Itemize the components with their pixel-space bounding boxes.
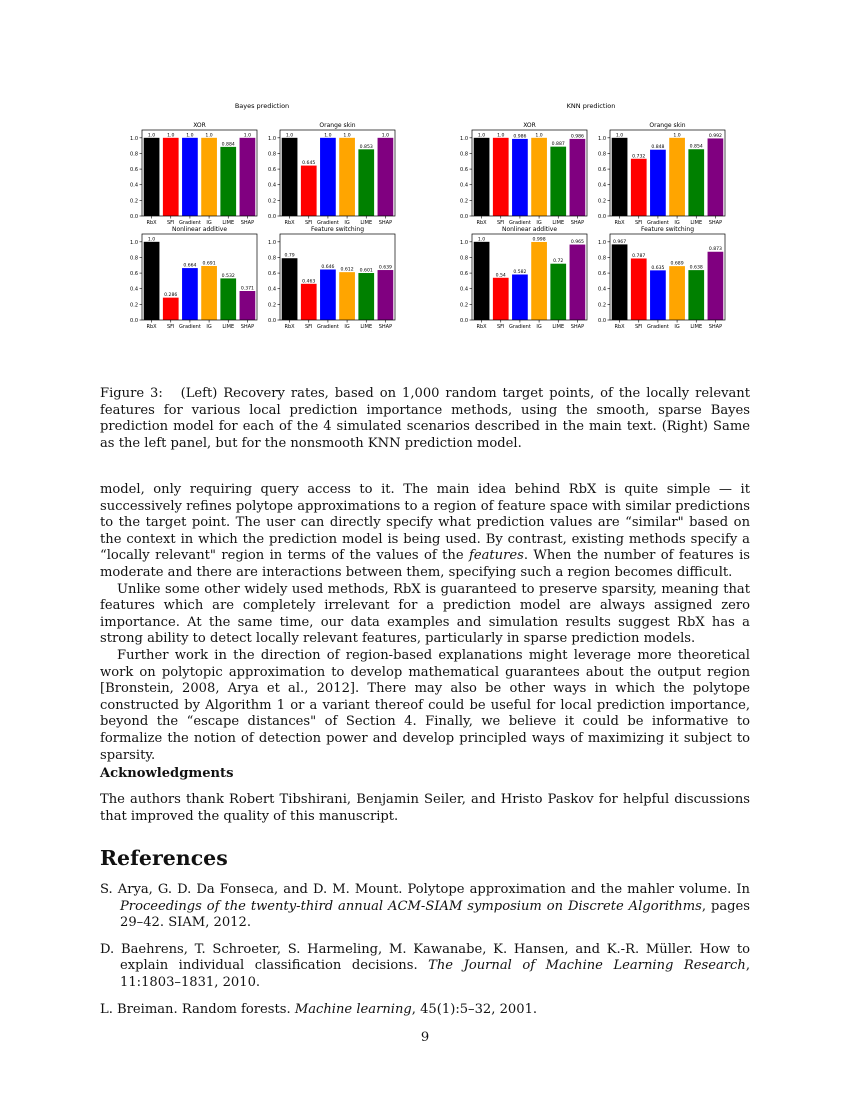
chart-6-bar-gradient <box>650 150 666 216</box>
chart-5-xtick-label: IG <box>536 220 542 226</box>
chart-3-bar-lime <box>220 278 236 320</box>
chart-1-data-label: 0.884 <box>221 142 235 148</box>
chart-8-bar-rbx <box>612 244 628 320</box>
chart-7-title: Nonlinear additive <box>501 226 558 233</box>
chart-6-ytick-label: 1.0 <box>598 135 606 142</box>
chart-8-xtick-label: RbX <box>614 324 625 330</box>
chart-2-bar-lime <box>358 149 374 216</box>
reference-2-authors: D. Baehrens, T. Schroeter, S. Harmeling, M. Kawanabe, K. Hansen, and K.-R. Müller. How to explain individual classification decisions. <box>100 941 750 974</box>
chart-7-xtick-label: SHAP <box>570 324 585 330</box>
chart-8-bar-gradient <box>650 270 666 320</box>
chart-3-ytick-label: 0.4 <box>130 286 138 293</box>
chart-3-ytick-label: 0.0 <box>130 318 138 324</box>
chart-8-xtick-label: LIME <box>690 324 703 330</box>
chart-5-bar-shap <box>570 139 586 216</box>
chart-1-xtick-label: SFI <box>166 220 175 226</box>
chart-1-xtick-label: RbX <box>146 220 157 226</box>
chart-2-xtick-label: Gradient <box>317 220 339 226</box>
chart-1-bar-sfi <box>163 138 179 216</box>
paragraph-1-emphasis: features <box>469 548 524 564</box>
chart-1-xtick-label: LIME <box>222 220 235 226</box>
chart-6-data-label: 1.0 <box>673 133 681 139</box>
chart-5-ytick-label: 0.6 <box>460 167 468 174</box>
chart-2-title: Orange skin <box>319 122 356 129</box>
chart-3-bar-sfi <box>163 298 179 320</box>
chart-4-data-label: 0.79 <box>284 253 295 259</box>
chart-6-data-label: 1.0 <box>615 133 624 139</box>
chart-1-bar-ig <box>201 138 217 216</box>
chart-5-ytick-label: 1.0 <box>460 135 468 142</box>
chart-3-bar-rbx <box>144 242 160 320</box>
chart-2-xtick-label: LIME <box>360 220 373 226</box>
caption-text: (Left) Recovery rates, based on 1,000 random target points, of the locally relevant features for various local prediction importance methods, using the smooth, sparse Bayes prediction model for each of the 4 simulated scenarios described in the main text. (Right) Same as the left panel, but for the nonsmooth KNN prediction model. <box>100 386 750 451</box>
chart-7-bar-lime <box>550 264 566 320</box>
chart-8-title: Feature switching <box>640 226 695 233</box>
chart-2-ytick-label: 0.0 <box>268 214 276 220</box>
chart-5-bar-ig <box>531 138 547 216</box>
chart-7-data-label: 0.72 <box>553 259 564 265</box>
references-heading: References <box>100 846 228 870</box>
chart-2-xtick-label: SHAP <box>378 220 393 226</box>
chart-1-data-label: 1.0 <box>147 133 156 139</box>
chart-4-xtick-label: SHAP <box>378 324 393 330</box>
chart-2-bar-sfi <box>301 166 317 216</box>
chart-3-data-label: 0.532 <box>221 273 235 279</box>
chart-5-title: XOR <box>523 122 536 129</box>
paragraph-1-part-2: . When the number of features is moderate and there are interactions between them, specifying such a region becomes difficult. <box>100 548 750 580</box>
chart-1-bar-lime <box>220 147 236 216</box>
chart-7-xtick-label: Gradient <box>509 324 531 330</box>
chart-7-bar-shap <box>570 245 586 320</box>
figure-3 <box>100 98 750 343</box>
chart-8-ytick-label: 0.8 <box>598 255 606 262</box>
chart-5-data-label: 1.0 <box>477 133 486 139</box>
chart-1-data-label: 1.0 <box>243 133 252 139</box>
chart-2-bar-rbx <box>282 138 298 216</box>
reference-3-authors: L. Breiman. Random forests. <box>100 1001 295 1017</box>
chart-8-ytick-label: 0.2 <box>598 302 606 309</box>
chart-7 <box>460 226 587 330</box>
chart-1-xtick-label: IG <box>206 220 212 226</box>
chart-5-bar-lime <box>550 147 566 216</box>
chart-4-xtick-label: Gradient <box>317 324 339 330</box>
reference-1-authors: S. Arya, G. D. Da Fonseca, and D. M. Mount. Polytope approximation and the mahler volume. In <box>100 882 750 897</box>
chart-5-bar-sfi <box>493 138 509 216</box>
chart-8-ytick-label: 0.0 <box>598 318 606 324</box>
chart-8-xtick-label: SFI <box>634 324 643 330</box>
chart-3-bar-gradient <box>182 268 198 320</box>
chart-3-bar-ig <box>201 266 217 320</box>
chart-7-ytick-label: 0.2 <box>460 302 468 309</box>
chart-6-bar-lime <box>688 149 704 216</box>
chart-4-xtick-label: LIME <box>360 324 373 330</box>
chart-8-bar-ig <box>669 266 685 320</box>
chart-7-bar-gradient <box>512 274 528 320</box>
chart-7-xtick-label: LIME <box>552 324 565 330</box>
chart-7-ytick-label: 0.6 <box>460 271 468 278</box>
chart-3-xtick-label: RbX <box>146 324 157 330</box>
chart-1-ytick-label: 1.0 <box>130 135 138 142</box>
chart-4-ytick-label: 0.4 <box>268 286 276 293</box>
chart-1-xtick-label: SHAP <box>240 220 255 226</box>
chart-5-xtick-label: SFI <box>496 220 505 226</box>
chart-4-ytick-label: 0.8 <box>268 255 276 262</box>
left-panel-title: Bayes prediction <box>234 102 290 110</box>
body-text <box>100 482 750 764</box>
chart-6-data-label: 0.854 <box>689 144 703 150</box>
reference-1-venue: Proceedings of the twenty-third annual ACM-SIAM symposium on Discrete Algorithms <box>120 898 702 914</box>
reference-item <box>100 942 750 992</box>
chart-8-data-label: 0.787 <box>632 253 646 259</box>
chart-4-ytick-label: 0.6 <box>268 271 276 278</box>
chart-6-bar-rbx <box>612 138 628 216</box>
reference-1-details: , pages 29–42. SIAM, 2012. <box>120 898 751 931</box>
chart-8-xtick-label: SHAP <box>708 324 723 330</box>
chart-3-xtick-label: Gradient <box>179 324 201 330</box>
chart-1-ytick-label: 0.6 <box>130 167 138 174</box>
chart-3-data-label: 0.286 <box>164 293 178 299</box>
chart-7-data-label: 1.0 <box>477 237 486 243</box>
chart-7-xtick-label: IG <box>536 324 542 330</box>
reference-item <box>100 882 750 932</box>
chart-1-xtick-label: Gradient <box>179 220 201 226</box>
chart-4-title: Feature switching <box>310 226 365 233</box>
chart-8-data-label: 0.689 <box>670 261 684 267</box>
chart-5-data-label: 0.887 <box>551 142 565 148</box>
chart-2-data-label: 1.0 <box>343 133 351 139</box>
chart-3-ytick-label: 0.8 <box>130 255 138 262</box>
chart-7-data-label: 0.582 <box>513 269 527 275</box>
chart-2 <box>268 122 395 226</box>
chart-3-data-label: 0.691 <box>202 261 216 267</box>
reference-item <box>100 1002 750 1019</box>
chart-8-data-label: 0.638 <box>689 265 703 271</box>
chart-4-bar-ig <box>339 272 355 320</box>
chart-4-bar-sfi <box>301 284 317 320</box>
chart-5-xtick-label: SHAP <box>570 220 585 226</box>
chart-1-data-label: 1.0 <box>186 133 194 139</box>
chart-4-data-label: 0.646 <box>321 264 335 270</box>
reference-3-details: , 45(1):5–32, 2001. <box>411 1001 538 1017</box>
references-list <box>100 882 750 1028</box>
chart-4-data-label: 0.601 <box>359 268 373 274</box>
acknowledgments-text: The authors thank Robert Tibshirani, Benjamin Seiler, and Hristo Paskov for helpful discussions that improved the quality of this manuscript. <box>100 792 750 824</box>
chart-8-ytick-label: 0.4 <box>598 286 606 293</box>
chart-3-ytick-label: 0.2 <box>130 302 138 309</box>
chart-5-ytick-label: 0.2 <box>460 198 468 205</box>
chart-2-ytick-label: 1.0 <box>268 135 276 142</box>
chart-6-data-label: 0.992 <box>708 133 722 139</box>
chart-1-ytick-label: 0.0 <box>130 214 138 220</box>
chart-5-ytick-label: 0.0 <box>460 214 468 220</box>
chart-5 <box>460 122 587 226</box>
figure-caption <box>100 386 750 452</box>
chart-4 <box>268 226 395 330</box>
chart-4-bar-shap <box>378 270 394 320</box>
chart-6-ytick-label: 0.4 <box>598 182 606 189</box>
chart-8-ytick-label: 0.6 <box>598 271 606 278</box>
chart-1-title: XOR <box>193 122 206 129</box>
chart-2-data-label: 0.853 <box>359 144 373 150</box>
chart-6-data-label: 0.732 <box>632 154 646 160</box>
chart-2-bar-ig <box>339 138 355 216</box>
paragraph-3: Further work in the direction of region-based explanations might leverage more theoretical work on polytopic approximation to develop mathematical guarantees about the output region [Bronstein, 2008, Arya et al., 2012]. There may also be other ways in which the polytope constructed by Algorithm 1 or a variant thereof could be useful for local prediction importance, beyond the “escape distances" of Section 4. Finally, we believe it could be informative to formalize the notion of detection power and develop principled ways of maximizing it subject to sparsity. <box>100 647 750 763</box>
chart-8-bar-shap <box>708 252 724 320</box>
chart-5-data-label: 1.0 <box>535 133 543 139</box>
chart-6 <box>598 122 725 226</box>
charts-group <box>130 122 725 330</box>
chart-6-bar-sfi <box>631 159 647 216</box>
paragraph-1-part-1: model, only requiring query access to it. The main idea behind RbX is quite simple — it successively refines polytope approximations to a region of feature space with similar predictions to the target point. The user can directly specify what prediction values are “similar" based on the context in which the prediction model is being used. By contrast, existing methods specify a “locally relevant" region in terms of the values of the <box>100 482 750 564</box>
chart-2-data-label: 1.0 <box>381 133 390 139</box>
chart-2-data-label: 0.645 <box>302 161 316 167</box>
chart-1-bar-gradient <box>182 138 198 216</box>
paragraph-1 <box>100 482 750 582</box>
chart-4-ytick-label: 0.2 <box>268 302 276 309</box>
chart-4-xtick-label: RbX <box>284 324 295 330</box>
chart-8-xtick-label: IG <box>674 324 680 330</box>
chart-5-xtick-label: LIME <box>552 220 565 226</box>
figure-3-bar-charts <box>100 98 750 343</box>
chart-7-ytick-label: 0.0 <box>460 318 468 324</box>
chart-3-xtick-label: IG <box>206 324 212 330</box>
chart-3-bar-shap <box>240 291 256 320</box>
chart-3 <box>130 226 257 330</box>
chart-2-bar-shap <box>378 138 394 216</box>
chart-1-bar-shap <box>240 138 256 216</box>
chart-1-ytick-label: 0.4 <box>130 182 138 189</box>
chart-6-ytick-label: 0.0 <box>598 214 606 220</box>
chart-3-ytick-label: 0.6 <box>130 271 138 278</box>
chart-5-bar-gradient <box>512 139 528 216</box>
chart-5-ytick-label: 0.4 <box>460 182 468 189</box>
chart-4-bar-lime <box>358 273 374 320</box>
chart-3-data-label: 1.0 <box>147 237 156 243</box>
chart-8-data-label: 0.635 <box>651 265 665 271</box>
chart-3-title: Nonlinear additive <box>171 226 228 233</box>
chart-6-ytick-label: 0.8 <box>598 151 606 158</box>
chart-3-ytick-label: 1.0 <box>130 239 138 246</box>
chart-6-bar-ig <box>669 138 685 216</box>
chart-4-ytick-label: 1.0 <box>268 239 276 246</box>
chart-6-xtick-label: Gradient <box>647 220 669 226</box>
chart-1-data-label: 1.0 <box>205 133 213 139</box>
chart-1-ytick-label: 0.2 <box>130 198 138 205</box>
chart-2-xtick-label: SFI <box>304 220 313 226</box>
chart-7-data-label: 0.998 <box>532 237 546 243</box>
chart-7-data-label: 0.54 <box>495 273 506 279</box>
chart-2-bar-gradient <box>320 138 336 216</box>
chart-6-xtick-label: IG <box>674 220 680 226</box>
chart-8-bar-sfi <box>631 258 647 320</box>
chart-5-bar-rbx <box>474 138 490 216</box>
reference-2-details: , 11:1803–1831, 2010. <box>120 958 750 990</box>
chart-5-xtick-label: RbX <box>476 220 487 226</box>
chart-4-data-label: 0.463 <box>302 279 316 285</box>
caption-label: Figure 3: <box>100 386 163 401</box>
chart-7-xtick-label: SFI <box>496 324 505 330</box>
chart-2-ytick-label: 0.6 <box>268 167 276 174</box>
right-panel-title: KNN prediction <box>566 102 616 110</box>
chart-6-xtick-label: SFI <box>634 220 643 226</box>
reference-3-venue: Machine learning <box>294 1001 412 1017</box>
chart-7-bar-rbx <box>474 242 490 320</box>
chart-2-ytick-label: 0.2 <box>268 198 276 205</box>
acknowledgments-heading: Acknowledgments <box>100 766 234 781</box>
chart-5-data-label: 0.986 <box>513 134 527 140</box>
reference-2-venue: The Journal of Machine Learning Research <box>428 958 746 974</box>
chart-7-ytick-label: 1.0 <box>460 239 468 246</box>
chart-8-ytick-label: 1.0 <box>598 239 606 246</box>
chart-4-ytick-label: 0.0 <box>268 318 276 324</box>
chart-2-data-label: 1.0 <box>324 133 332 139</box>
chart-1-data-label: 1.0 <box>167 133 175 139</box>
chart-6-data-label: 0.848 <box>651 145 665 151</box>
chart-1-ytick-label: 0.8 <box>130 151 138 158</box>
chart-6-title: Orange skin <box>649 122 686 129</box>
chart-6-bar-shap <box>708 138 724 216</box>
chart-7-xtick-label: RbX <box>476 324 487 330</box>
chart-2-xtick-label: RbX <box>284 220 295 226</box>
chart-4-xtick-label: SFI <box>304 324 313 330</box>
chart-5-ytick-label: 0.8 <box>460 151 468 158</box>
chart-7-ytick-label: 0.8 <box>460 255 468 262</box>
chart-5-xtick-label: Gradient <box>509 220 531 226</box>
chart-8 <box>598 226 725 330</box>
chart-4-bar-gradient <box>320 269 336 320</box>
chart-4-data-label: 0.612 <box>340 267 354 273</box>
chart-5-data-label: 0.986 <box>570 134 584 140</box>
page-number: 9 <box>420 1030 430 1045</box>
chart-4-xtick-label: IG <box>344 324 350 330</box>
chart-5-data-label: 1.0 <box>497 133 505 139</box>
chart-8-data-label: 0.873 <box>708 247 722 253</box>
chart-2-xtick-label: IG <box>344 220 350 226</box>
chart-6-ytick-label: 0.2 <box>598 198 606 205</box>
chart-4-data-label: 0.639 <box>378 265 392 271</box>
chart-3-xtick-label: SFI <box>166 324 175 330</box>
chart-2-ytick-label: 0.4 <box>268 182 276 189</box>
chart-4-bar-rbx <box>282 258 298 320</box>
chart-1 <box>130 122 257 226</box>
chart-3-xtick-label: SHAP <box>240 324 255 330</box>
paragraph-2: Unlike some other widely used methods, RbX is guaranteed to preserve sparsity, meaning that features which are completely irrelevant for a prediction model are always assigned zero importance. At the same time, our data examples and simulation results suggest RbX has a strong ability to detect locally relevant features, particularly in sparse prediction models. <box>100 581 750 647</box>
chart-3-data-label: 0.664 <box>183 263 197 269</box>
chart-8-data-label: 0.967 <box>613 239 627 245</box>
chart-6-xtick-label: RbX <box>614 220 625 226</box>
chart-7-bar-sfi <box>493 278 509 320</box>
chart-6-xtick-label: LIME <box>690 220 703 226</box>
chart-6-ytick-label: 0.6 <box>598 167 606 174</box>
chart-8-xtick-label: Gradient <box>647 324 669 330</box>
chart-3-data-label: 0.371 <box>240 286 254 292</box>
chart-8-bar-lime <box>688 270 704 320</box>
chart-2-data-label: 1.0 <box>285 133 294 139</box>
chart-6-xtick-label: SHAP <box>708 220 723 226</box>
chart-3-xtick-label: LIME <box>222 324 235 330</box>
chart-7-bar-ig <box>531 242 547 320</box>
chart-7-ytick-label: 0.4 <box>460 286 468 293</box>
chart-1-bar-rbx <box>144 138 160 216</box>
chart-7-data-label: 0.965 <box>570 240 584 246</box>
chart-2-ytick-label: 0.8 <box>268 151 276 158</box>
